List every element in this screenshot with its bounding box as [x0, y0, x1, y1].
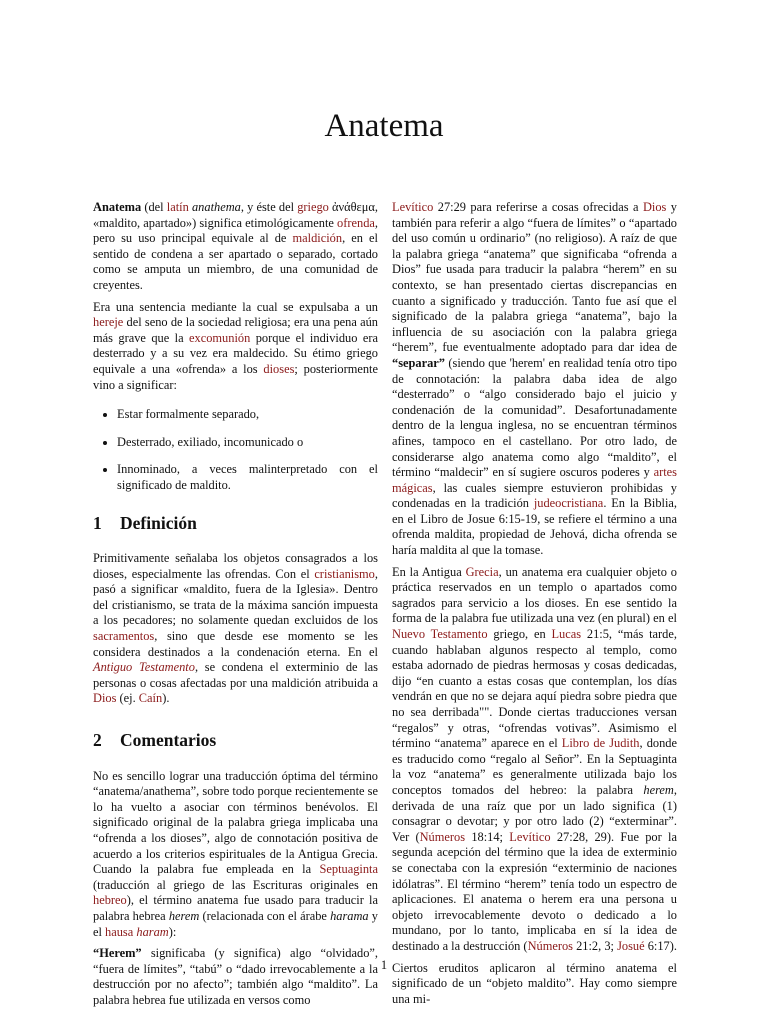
definicion-paragraph: Primitivamente señalaba los objetos consagrados a los dioses, especialmente las ofrendas. Con el cristianismo, pasó a significar «maldito, fuera de la Iglesia». Dentro del cristianismo, se trata de la máxima sanción impuesta a los pecadores; no solamente quedan excluidos de los sacramentos, sino que desde ese momento se les considera destinados a la condenación eterna. En el Antiguo Testamento, se condena el exterminio de las personas o cosas afectadas por una maldición atribuida a Dios (ej. Caín). — [93, 551, 378, 706]
page-title: Anatema — [324, 108, 444, 144]
link-septuaginta[interactable]: Septuaginta — [319, 862, 378, 877]
link-levitico[interactable]: Levítico — [392, 200, 434, 214]
link-levitico[interactable]: Levítico — [509, 829, 551, 844]
link-josue[interactable]: Josué — [617, 938, 645, 953]
list-item: • Desterrado, exiliado, incomunicado o — [117, 435, 378, 451]
meaning-list — [93, 407, 378, 493]
link-numeros[interactable]: Números — [419, 829, 466, 844]
section-heading-definicion: 1 Definición — [93, 512, 197, 533]
link-haram[interactable]: haram — [136, 924, 169, 939]
left-column — [93, 200, 378, 1015]
link-dios[interactable]: Dios — [93, 691, 117, 706]
link-hausa[interactable]: hausa — [105, 924, 134, 939]
herem-paragraph-continued: Levítico 27:29 para referirse a cosas ofrecidas a Dios y también para referir a algo “fuera de límites” o “apartado del uso común u ordinario” (no religioso). A raíz de que la palabra griega “anatema” que significaba “ofrenda a Dios” fue usada para traducir la palabra “herem” en su contexto, se han presentado ciertas discrepancias en cuanto a significado y traducción. Tanto fue así que el significado de la palabra griega “anatema”, bajo la influencia de su asociación con la palabra griega “herem”, fue eventualmente adoptado para dar idea de “separar” (siendo que 'herem' en realidad tenía otro tipo de connotación: la palabra daba idea de algo “desterrado” o “algo considerado bajo el juicio y condenación de la comunidad”. Desafortunadamente dentro de la lengua inglesa, no se encuentran términos afines, tampoco en el castellano. Por otro lado, de considerarse algo anatema como algo “maldito”, el término “maldecir” en sí sugiere oscuros poderes y artes mágicas, las cuales siempre estuvieron prohibidas y condenadas en la tradición judeocristiana. En la Biblia, en el Libro de Josue 6:15-19, se refiere el término a una ofrenda maldita, propiedad de Jehová, dicha ofrenda se haría maldita al que la tomase. — [392, 200, 678, 558]
link-dioses[interactable]: dioses — [263, 361, 295, 376]
comentarios-paragraph: No es sencillo lograr una traducción óptima del término “anatema/anathema”, sobre todo porque recientemente se lo ha vuelto a asociar con términos benévolos. El significado original de la palabra griega implicaba una “ofrenda a los dioses”, algo de connotación positiva de acuerdo a los criterios espirituales de la Antigua Grecia. Cuando la palabra fue empleada en la Septuaginta (traducción al griego de las Escrituras originales en hebreo), el término anatema fue usado para traducir la palabra hebrea herem (relacionada con el árabe harama y el hausa haram): — [93, 768, 379, 939]
list-item: • Estar formalmente separado, — [117, 407, 378, 423]
intro-paragraph: Anatema (del latín anathema, y éste del griego ἀνάθεμα, «maldito, apartado») significa etimológicamente ofrenda, pero su uso principal equivale al de maldición, en el sentido de condena a ser apartado o separado, cortado como se amputa un miembro, de una comunidad de creyentes. — [93, 200, 378, 292]
link-excomunion[interactable]: excomunión — [189, 330, 251, 345]
link-numeros[interactable]: Números — [527, 938, 573, 953]
link-cristianismo[interactable]: cristianismo — [314, 566, 375, 581]
link-griego[interactable]: griego — [297, 200, 329, 214]
list-item: • Innominado, a veces malinterpretado con el significado de maldito. — [117, 462, 378, 493]
link-artes-magicas[interactable]: artes mágicas — [392, 465, 677, 495]
link-sacramentos[interactable]: sacramentos — [93, 629, 155, 644]
link-cain[interactable]: Caín — [138, 691, 163, 706]
herem-paragraph: “Herem” significaba (y significa) algo “olvidado”, “fuera de límites”, “tabú” o “dado irrevocablemente a la destrucción por no afecto”; también algo “maldito”. La palabra hebrea fue utilizada en versos como — [93, 946, 378, 1007]
link-dios[interactable]: Dios — [642, 200, 667, 214]
term-bold: Anatema — [93, 200, 142, 214]
right-column — [392, 200, 677, 1013]
eruditos-paragraph: Ciertos eruditos aplicaron al término anatema el significado de un “objeto maldito”. Hay como siempre una mi- — [392, 960, 677, 1006]
link-hebreo[interactable]: hebreo — [93, 893, 127, 908]
link-antiguo-testamento[interactable]: Antiguo Testamento — [93, 660, 195, 675]
link-maldicion[interactable]: maldición — [292, 231, 343, 246]
link-hereje[interactable]: hereje — [93, 315, 124, 330]
link-libro-de-judith[interactable]: Libro de Judith — [561, 736, 640, 751]
sentence-paragraph: Era una sentencia mediante la cual se expulsaba a un hereje del seno de la sociedad religiosa; era una pena aún más grave que la excomunión porque el individuo era desterrado y a su vez era maldecido. Su étimo griego equivale a una «ofrenda» a los dioses; posteriormente vino a significar: — [93, 299, 378, 392]
link-judeocristiana[interactable]: judeocristiana — [533, 496, 604, 511]
link-nuevo-testamento[interactable]: Nuevo Testamento — [392, 627, 488, 642]
section-heading-comentarios: 2 Comentarios — [93, 730, 217, 751]
link-latin[interactable]: latín — [166, 200, 189, 214]
link-ofrenda[interactable]: ofrenda — [337, 215, 375, 230]
link-grecia[interactable]: Grecia — [465, 564, 499, 579]
link-lucas[interactable]: Lucas — [551, 627, 582, 642]
grecia-paragraph: En la Antigua Grecia, un anatema era cualquier objeto o práctica reservados en un templo o apartados como sagrados para servicio a los dioses. En ese sentido la forma de la palabra fue utilizada una vez (en plural) en el Nuevo Testamento griego, en Lucas 21:5, “más tarde, cuando hablaban algunos respecto al templo, como estaba adornado de piedras hermosas y cosas dedicadas, dijo “en cuanto a estas cosas que contemplan, los días vendrán en que no se dejara aquí piedra sobre piedra que no sea derribada"". Donde ciertas traducciones versan “regalos” y otras, “ofrendas votivas”. Asimismo el término “anatema” aparece en el Libro de Judith, donde es traducido como “regalo al Señor”. En la Septuaginta la voz “anatema” es generalmente utilizada bajo los conceptos tomados del hebreo: la palabra herem, derivada de una raíz que por un lado significa (1) consagrar o devotar; y por otro lado (2) “exterminar”. Ver (Números 18:14; Levítico 27:28, 29). Fue por la segunda acepción del término que la idea de exterminio se conectaba con la expresión “exterminio de naciones idólatras”. El término “herem” tenía todo un espectro de aplicaciones. El anatema o herem era una persona u objeto irrevocablemente devoto o dedicado a lo mundano, por lo tanto, implicaba en sí la idea de destinado a la destrucción (Números 21:2, 3; Josué 6:17). — [392, 564, 677, 953]
page-number: 1 — [380, 958, 388, 972]
